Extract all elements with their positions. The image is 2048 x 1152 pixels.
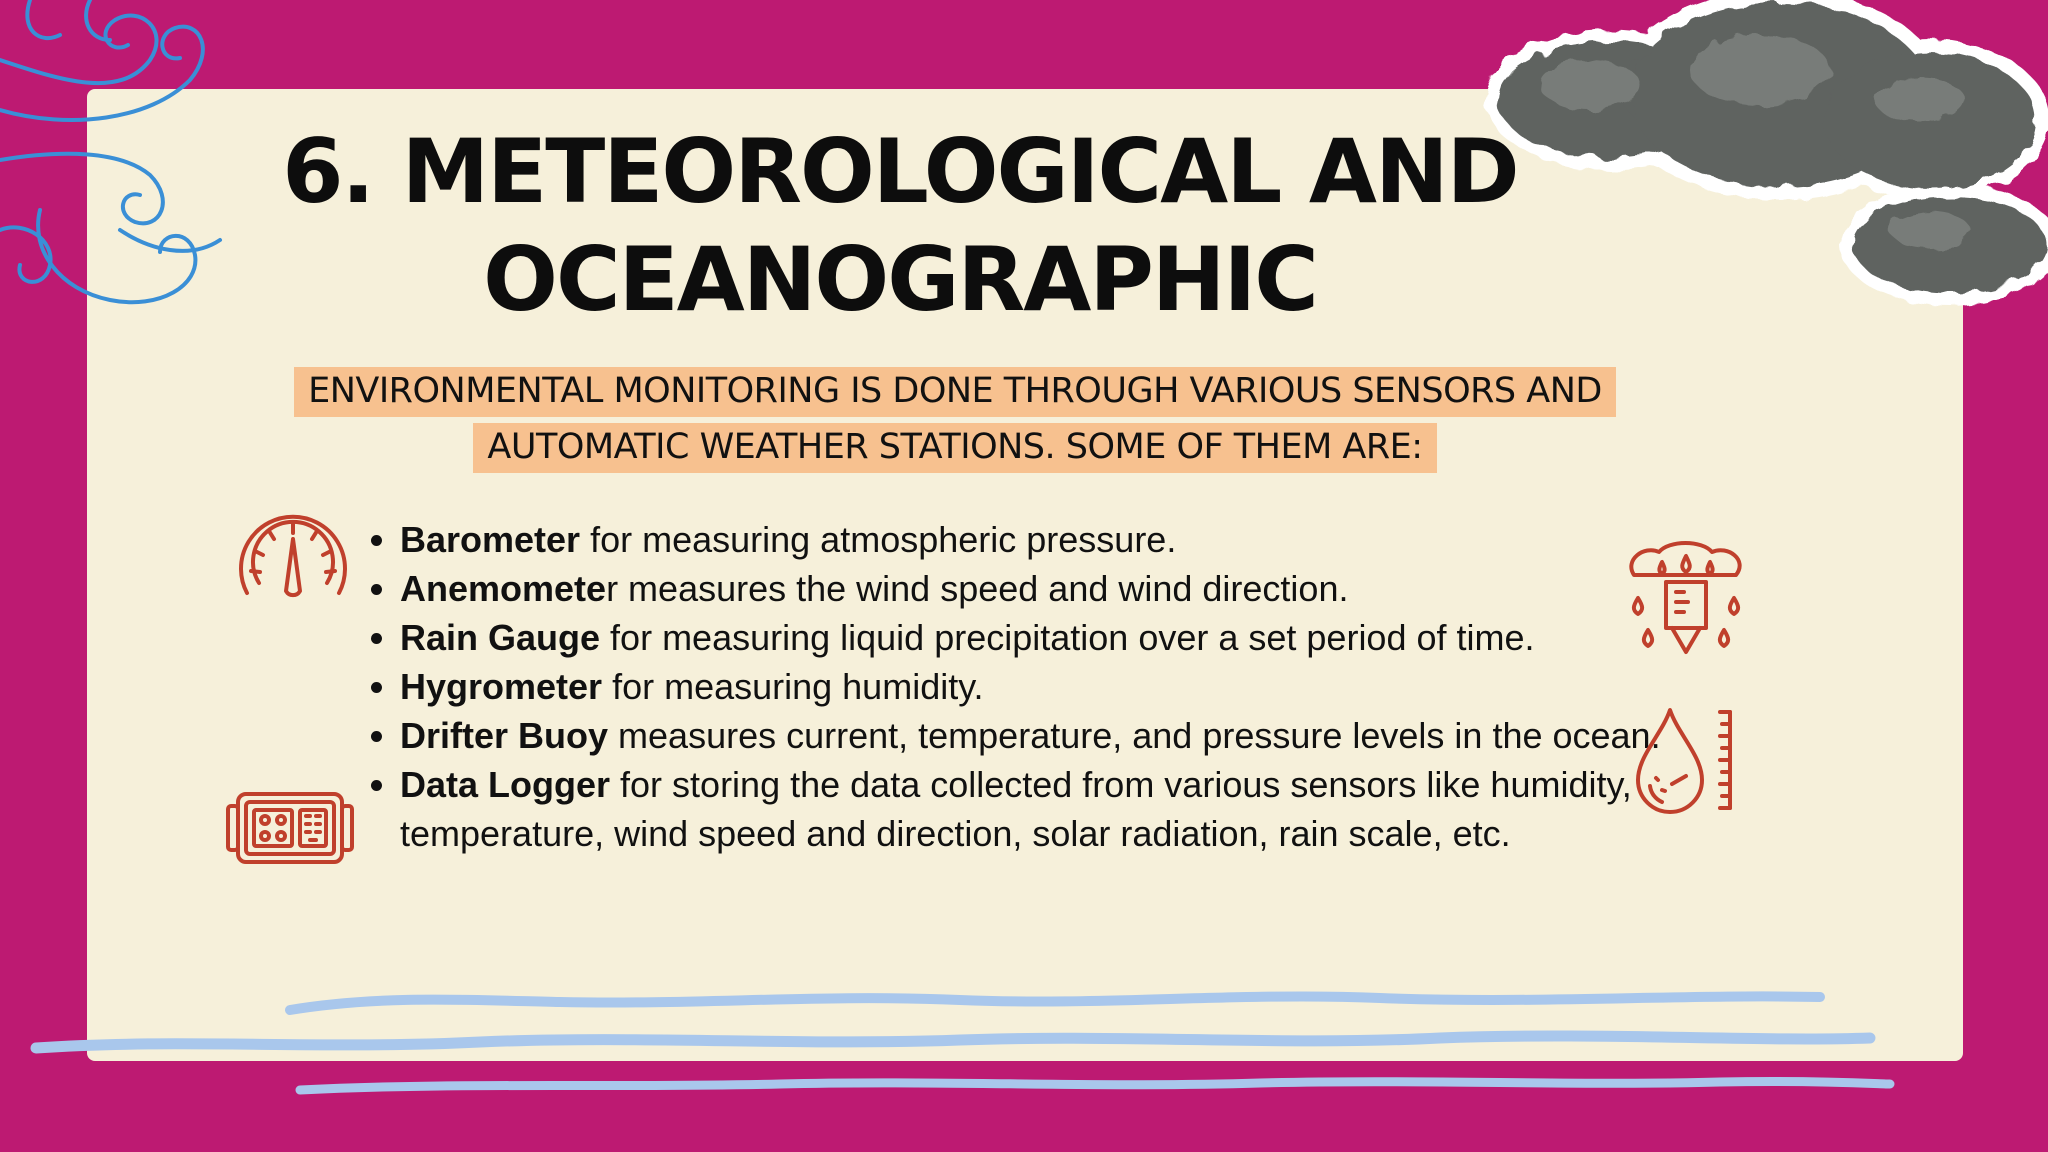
- sensor-name: Hygrometer: [400, 666, 603, 707]
- rain-gauge-icon: [1624, 540, 1748, 664]
- subtitle-line-1: ENVIRONMENTAL MONITORING IS DONE THROUGH VARIOUS SENSORS AND: [294, 367, 1616, 417]
- list-item: [400, 662, 1730, 711]
- sensor-description: for measuring liquid precipitation over a set period of time.: [600, 617, 1535, 658]
- sensor-description: for storing the data collected from various sensors like humidity, temperature, wind speed and direction, solar radiation, rain scale, etc.: [400, 764, 1632, 854]
- wind-swirl-icon: [0, 0, 270, 330]
- sensor-list: [366, 515, 1730, 858]
- page-title: [240, 118, 1560, 334]
- wave-decoration: [0, 980, 2048, 1100]
- sensor-name: Barometer: [400, 519, 581, 560]
- sensor-name: Data Logger: [400, 764, 611, 805]
- sensor-name: Rain Gauge: [400, 617, 601, 658]
- sensor-name: Anemomete: [400, 568, 607, 609]
- subtitle-line-2: AUTOMATIC WEATHER STATIONS. SOME OF THEM ARE:: [473, 423, 1436, 473]
- sensor-name: Drifter Buoy: [400, 715, 609, 756]
- sensor-description: measures current, temperature, and pressure levels in the ocean.: [608, 715, 1661, 756]
- barometer-gauge-icon: [233, 503, 353, 607]
- list-item: [400, 760, 1730, 858]
- title-line-1: 6. METEOROLOGICAL AND: [282, 120, 1518, 223]
- sensor-description: for measuring atmospheric pressure.: [580, 519, 1177, 560]
- data-logger-icon: [224, 790, 356, 866]
- sensor-description: for measuring humidity.: [602, 666, 984, 707]
- list-item: [400, 564, 1730, 613]
- list-item: [400, 613, 1730, 662]
- sensor-description: r measures the wind speed and wind direction.: [606, 568, 1349, 609]
- humidity-drop-icon: [1632, 704, 1748, 820]
- list-item: [400, 515, 1730, 564]
- subtitle: [280, 363, 1630, 475]
- title-line-2: OCEANOGRAPHIC: [483, 228, 1317, 331]
- list-item: [400, 711, 1730, 760]
